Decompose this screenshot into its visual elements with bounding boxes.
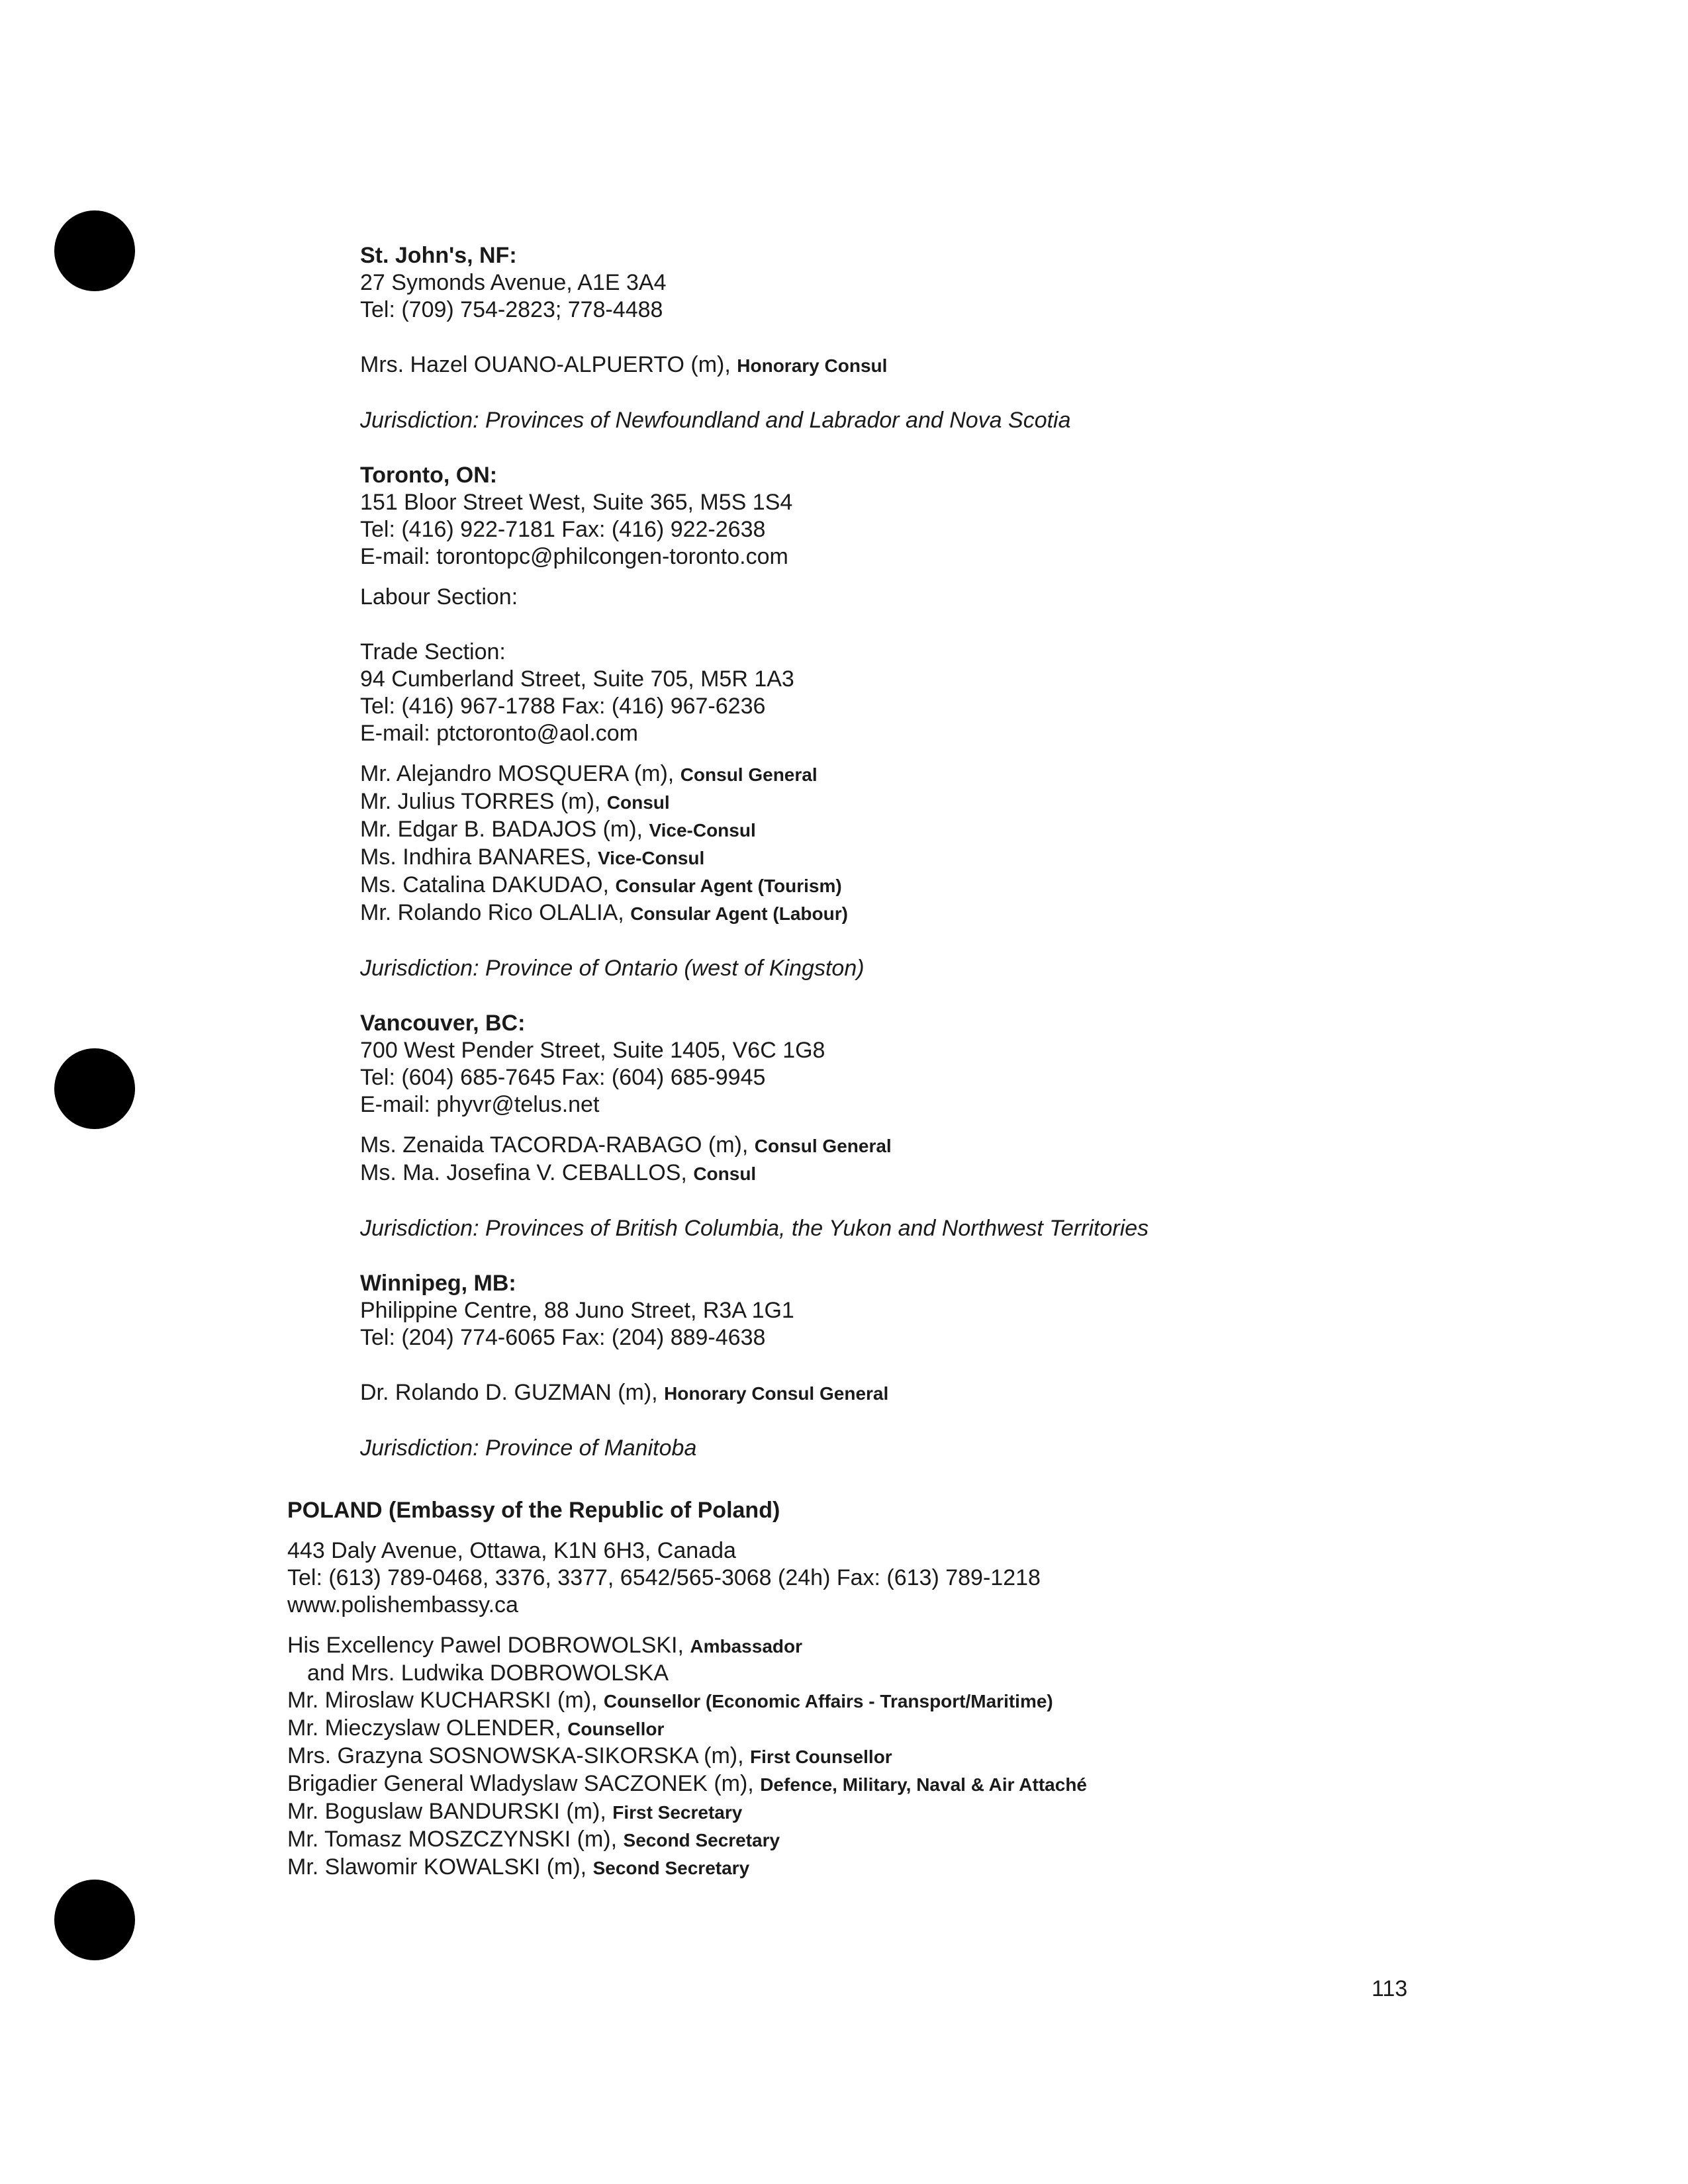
staff-entry xyxy=(360,1160,1585,1187)
staff-title: Ambassador xyxy=(690,1636,803,1657)
staff-title: Vice-Consul xyxy=(649,820,756,841)
staff-name: Mr. Tomasz MOSZCZYNSKI (m), xyxy=(287,1827,618,1852)
staff-entry xyxy=(287,1798,1578,1826)
telephone: Tel: (604) 685-7645 Fax: (604) 685-9945 xyxy=(360,1065,766,1090)
staff-entry xyxy=(287,1743,1578,1770)
staff-name: Ms. Zenaida TACORDA-RABAGO (m), xyxy=(360,1132,749,1158)
staff-entry xyxy=(360,899,1585,927)
address: 151 Bloor Street West, Suite 365, M5S 1S4 xyxy=(360,490,793,515)
email: E-mail: torontopc@philcongen-toronto.com xyxy=(360,544,788,569)
staff-entry xyxy=(360,1132,1585,1160)
philippine-consulates-section xyxy=(360,242,1585,1462)
jurisdiction: Jurisdiction: Province of Manitoba xyxy=(360,1435,697,1461)
staff-title: Defence, Military, Naval & Air Attaché xyxy=(760,1774,1087,1795)
staff-name: Mr. Edgar B. BADAJOS (m), xyxy=(360,817,643,842)
staff-title: Consul xyxy=(606,792,670,813)
staff-title: First Counsellor xyxy=(750,1747,892,1767)
email: E-mail: phyvr@telus.net xyxy=(360,1092,600,1117)
staff-entry xyxy=(360,760,1585,788)
staff-title: Honorary Consul xyxy=(737,355,888,376)
consulate-vancouver xyxy=(360,1010,1585,1270)
staff-name: His Excellency Pawel DOBROWOLSKI, xyxy=(287,1633,684,1658)
staff-title: Second Secretary xyxy=(592,1858,750,1878)
page-number: 113 xyxy=(1372,1976,1408,2001)
jurisdiction: Jurisdiction: Province of Ontario (west of Kingston) xyxy=(360,956,865,981)
address: 443 Daly Avenue, Ottawa, K1N 6H3, Canada xyxy=(287,1538,736,1563)
staff-name: Ms. Indhira BANARES, xyxy=(360,844,592,870)
staff-name: Ms. Catalina DAKUDAO, xyxy=(360,872,609,897)
telephone: Tel: (709) 754-2823; 778-4488 xyxy=(360,297,663,322)
staff-title: Consul General xyxy=(680,764,818,785)
staff-name: Mr. Mieczyslaw OLENDER, xyxy=(287,1715,561,1741)
staff-entry xyxy=(287,1687,1578,1715)
city-heading: St. John's, NF: xyxy=(360,243,517,268)
consulate-winnipeg xyxy=(360,1270,1585,1462)
staff-entry xyxy=(287,1854,1578,1882)
staff-entry xyxy=(360,351,1585,379)
staff-entry xyxy=(287,1660,1578,1687)
staff-title: Consular Agent (Labour) xyxy=(630,903,848,924)
city-heading: Vancouver, BC: xyxy=(360,1011,526,1036)
punch-hole-middle xyxy=(54,1048,135,1129)
telephone: Tel: (204) 774-6065 Fax: (204) 889-4638 xyxy=(360,1325,766,1350)
staff-entry xyxy=(360,1379,1585,1407)
trade-address: 94 Cumberland Street, Suite 705, M5R 1A3 xyxy=(360,666,794,692)
punch-hole-bottom xyxy=(54,1880,135,1960)
staff-title: Consul General xyxy=(754,1136,892,1156)
telephone: Tel: (416) 922-7181 Fax: (416) 922-2638 xyxy=(360,517,766,542)
staff-name: Mr. Julius TORRES (m), xyxy=(360,789,601,814)
staff-name: Mr. Alejandro MOSQUERA (m), xyxy=(360,761,675,786)
staff-entry xyxy=(360,816,1585,844)
staff-title: First Secretary xyxy=(612,1802,743,1823)
staff-entry xyxy=(287,1826,1578,1854)
staff-title: Counsellor (Economic Affairs - Transport/Maritime) xyxy=(603,1691,1053,1711)
telephone: Tel: (613) 789-0468, 3376, 3377, 6542/565-3068 (24h) Fax: (613) 789-1218 xyxy=(287,1565,1041,1590)
city-heading: Winnipeg, MB: xyxy=(360,1271,516,1296)
staff-name: Dr. Rolando D. GUZMAN (m), xyxy=(360,1380,658,1405)
jurisdiction: Jurisdiction: Provinces of Newfoundland and Labrador and Nova Scotia xyxy=(360,408,1071,433)
staff-name: Mrs. Hazel OUANO-ALPUERTO (m), xyxy=(360,352,731,377)
trade-section-label: Trade Section: xyxy=(360,639,506,664)
trade-email: E-mail: ptctoronto@aol.com xyxy=(360,721,639,746)
address: 700 West Pender Street, Suite 1405, V6C 1G8 xyxy=(360,1038,825,1063)
staff-name: Mrs. Grazyna SOSNOWSKA-SIKORSKA (m), xyxy=(287,1743,744,1768)
staff-title: Consular Agent (Tourism) xyxy=(615,876,842,896)
staff-name: Mr. Boguslaw BANDURSKI (m), xyxy=(287,1799,606,1824)
website: www.polishembassy.ca xyxy=(287,1592,518,1617)
city-heading: Toronto, ON: xyxy=(360,463,498,488)
consulate-toronto xyxy=(360,462,1585,1010)
consulate-st-johns xyxy=(360,242,1585,462)
trade-telephone: Tel: (416) 967-1788 Fax: (416) 967-6236 xyxy=(360,694,766,719)
staff-entry xyxy=(360,872,1585,899)
country-heading: POLAND (Embassy of the Republic of Poland) xyxy=(287,1498,780,1523)
address: 27 Symonds Avenue, A1E 3A4 xyxy=(360,270,667,295)
staff-title: Consul xyxy=(693,1163,757,1184)
staff-name: and Mrs. Ludwika DOBROWOLSKA xyxy=(307,1661,669,1686)
staff-name: Brigadier General Wladyslaw SACZONEK (m), xyxy=(287,1771,754,1796)
jurisdiction: Jurisdiction: Provinces of British Columbia, the Yukon and Northwest Territories xyxy=(360,1216,1149,1241)
labour-section-label: Labour Section: xyxy=(360,584,518,610)
staff-name: Mr. Rolando Rico OLALIA, xyxy=(360,900,624,925)
staff-entry xyxy=(360,788,1585,816)
staff-title: Honorary Consul General xyxy=(664,1383,889,1404)
staff-title: Vice-Consul xyxy=(598,848,705,868)
staff-name: Mr. Miroslaw KUCHARSKI (m), xyxy=(287,1688,598,1713)
address: Philippine Centre, 88 Juno Street, R3A 1G1 xyxy=(360,1298,794,1323)
staff-name: Mr. Slawomir KOWALSKI (m), xyxy=(287,1854,587,1880)
poland-embassy-section xyxy=(287,1497,1578,1882)
staff-entry xyxy=(287,1715,1578,1743)
staff-entry xyxy=(360,844,1585,872)
staff-title: Counsellor xyxy=(567,1719,665,1739)
staff-entry xyxy=(287,1632,1578,1660)
punch-hole-top xyxy=(54,210,135,291)
staff-entry xyxy=(287,1770,1578,1798)
staff-name: Ms. Ma. Josefina V. CEBALLOS, xyxy=(360,1160,687,1185)
staff-title: Second Secretary xyxy=(623,1830,780,1850)
